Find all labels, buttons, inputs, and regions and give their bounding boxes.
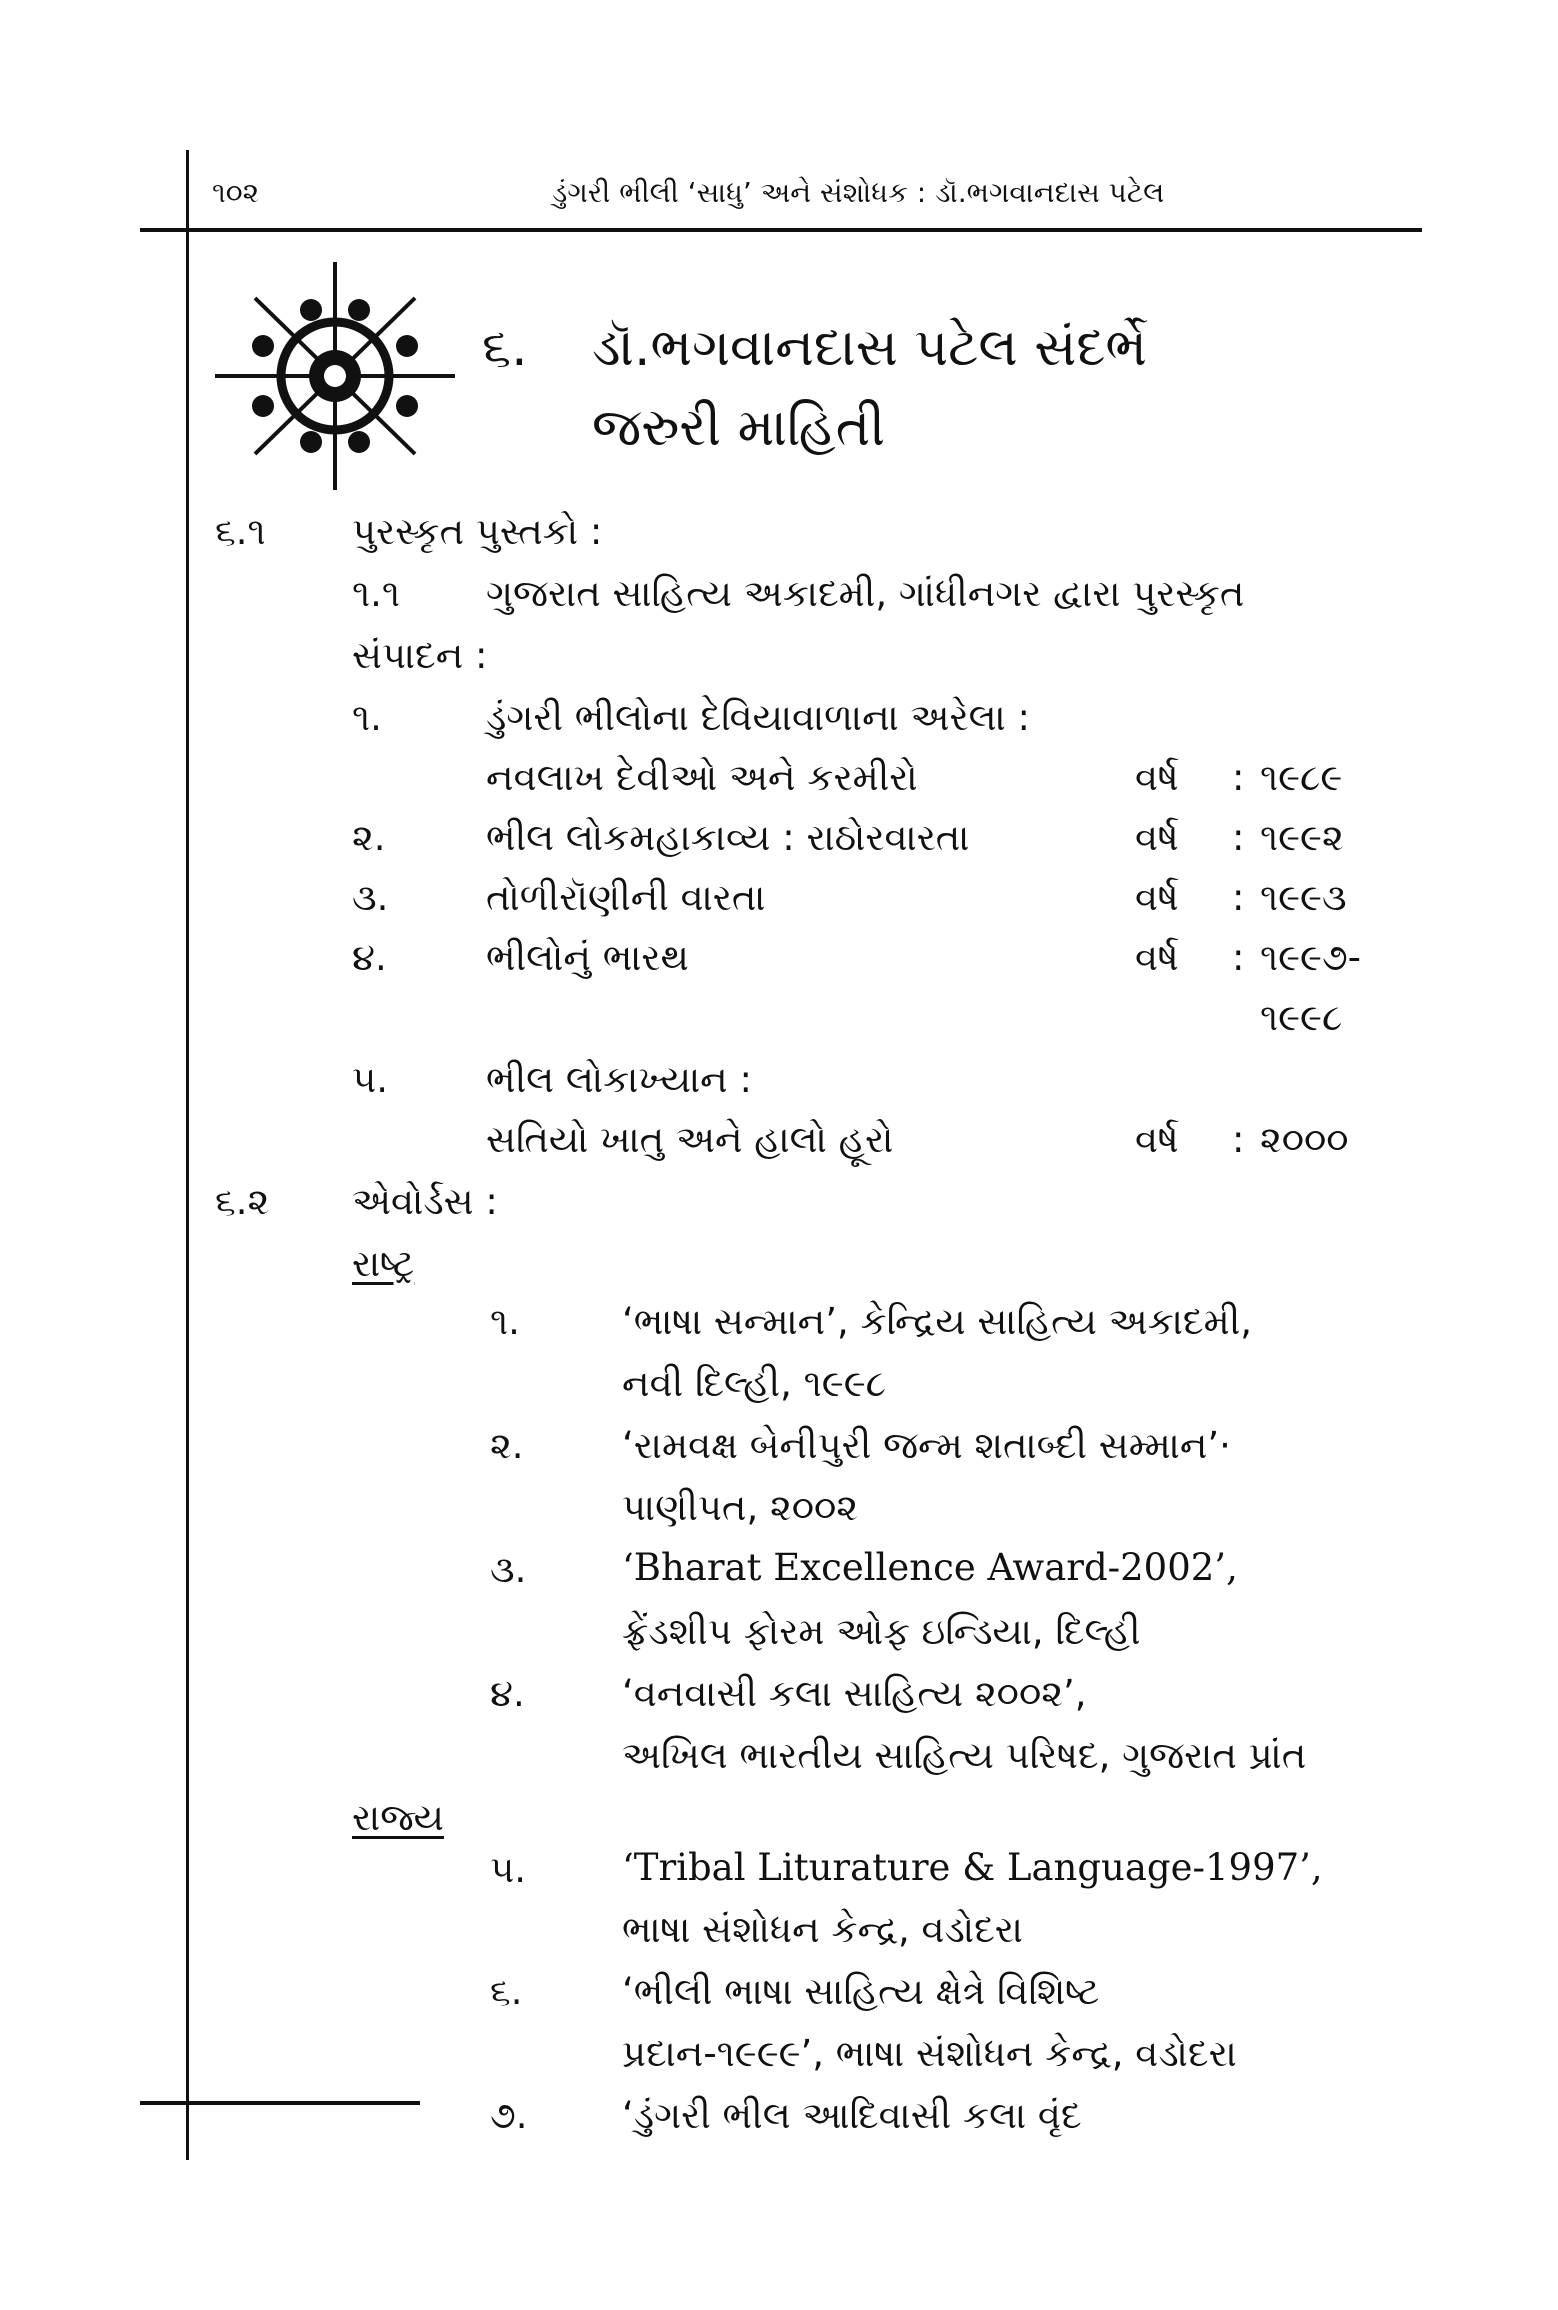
award-source: પાણીપત, ૨૦૦૨: [622, 1486, 858, 1529]
header-rule: [140, 228, 1422, 232]
chapter-number: ૬.: [482, 318, 528, 378]
book-title: ભીલોનું ભારથ: [486, 936, 689, 979]
list-number: ૫.: [490, 1848, 527, 1891]
book-title: ભીલ લોકમહાકાવ્ય : રાઠોરવારતા: [486, 816, 970, 859]
subsection-title-cont: સંપાદન :: [352, 634, 488, 677]
year-colon: :: [1232, 876, 1245, 919]
chapter-title-line2: જરુરી માહિતી: [592, 398, 886, 458]
award-title: ‘રામવક્ષ બેનીપુરી જન્મ શતાબ્દી સમ્માન’·: [622, 1424, 1231, 1467]
subsection-number: ૧.૧: [352, 572, 401, 615]
year-label: વર્ષ: [1135, 1118, 1179, 1161]
year-label: વર્ષ: [1135, 936, 1179, 979]
award-source: ફ્રેંડશીપ ફોરમ ઓફ ઇન્ડિયા, દિલ્હી: [622, 1610, 1141, 1653]
year-label: વર્ષ: [1135, 816, 1179, 859]
year-colon: :: [1232, 1118, 1245, 1161]
year-colon: :: [1232, 936, 1245, 979]
list-number: ૩.: [352, 876, 389, 919]
list-number: ૭.: [490, 2094, 528, 2137]
list-number: ૧.: [490, 1300, 520, 1343]
award-title: ‘ભીલી ભાષા સાહિત્ય ક્ષેત્રે વિશિષ્ટ: [622, 1970, 1100, 2013]
running-title: ડુંગરી ભીલી ‘સાધુ’ અને સંશોધક : ડૉ.ભગવાનદાસ પટેલ: [552, 176, 1165, 209]
subheading-national: રાષ્ટ્ર: [352, 1242, 415, 1285]
book-title: ડુંગરી ભીલોના દેવિયાવાળાના અરેલા :: [486, 696, 1030, 739]
year-label: વર્ષ: [1135, 756, 1179, 799]
footer-rule: [140, 2101, 420, 2105]
year-value: ૧૯૮૯: [1260, 756, 1343, 799]
section-number: ૬.૨: [215, 1180, 270, 1223]
award-title: ‘ડુંગરી ભીલ આદિવાસી કલા વૃંદ: [622, 2094, 1082, 2137]
subheading-state: રાજ્ય: [352, 1796, 444, 1839]
year-colon: :: [1232, 816, 1245, 859]
book-title: તોળીરૉણીની વારતા: [486, 876, 766, 919]
award-title: ‘વનવાસી કલા સાહિત્ય ૨૦૦૨’,: [622, 1672, 1087, 1715]
list-number: ૩.: [490, 1548, 527, 1591]
year-value: ૧૯૯૨: [1260, 816, 1344, 859]
list-number: ૬.: [490, 1970, 523, 2013]
vertical-margin-rule: [186, 150, 189, 2160]
award-title: ‘Tribal Liturature & Language-1997’,: [622, 1846, 1323, 1889]
year-value: ૧૯૯૭-: [1260, 936, 1362, 979]
year-value: ૧૯૯૩: [1260, 876, 1347, 919]
list-number: ૪.: [352, 936, 387, 979]
list-number: ૧.: [352, 696, 382, 739]
award-source: નવી દિલ્હી, ૧૯૯૮: [622, 1362, 886, 1405]
subsection-title: ગુજરાત સાહિત્ય અકાદમી, ગાંધીનગર દ્વારા પુરસ્કૃત: [486, 572, 1245, 615]
award-title: ‘ભાષા સન્માન’, કેન્દ્રિય સાહિત્ય અકાદમી,: [622, 1300, 1253, 1343]
list-number: ૫.: [352, 1058, 389, 1101]
page-number: ૧૦૨: [212, 176, 260, 209]
book-subtitle: નવલાખ દેવીઓ અને કરમીરો: [486, 756, 918, 799]
year-value: ૨૦૦૦: [1260, 1118, 1349, 1161]
award-source: અખિલ ભારતીય સાહિત્ય પરિષદ, ગુજરાત પ્રાંત: [622, 1734, 1307, 1777]
chapter-title-line1: ડૉ.ભગવાનદાસ પટેલ સંદર્ભે: [592, 318, 1148, 378]
section-number: ૬.૧: [215, 510, 266, 553]
list-number: ૪.: [490, 1672, 525, 1715]
year-label: વર્ષ: [1135, 876, 1179, 919]
award-source: પ્રદાન-૧૯૯૯’, ભાષા સંશોધન કેન્દ્ર, વડોદરા: [622, 2032, 1237, 2075]
award-source: ભાષા સંશોધન કેન્દ્ર, વડોદરા: [622, 1908, 1023, 1951]
book-subtitle: સતિયો ખાતુ અને હાલો હૂરો: [486, 1118, 894, 1161]
section-title: પુરસ્કૃત પુસ્તકો :: [352, 510, 603, 553]
section-title: એવોર્ડસ :: [352, 1180, 498, 1223]
list-number: ૨.: [352, 816, 386, 859]
year-value-cont: ૧૯૯૮: [1260, 996, 1343, 1039]
sun-ornament-icon: [215, 262, 455, 490]
book-title: ભીલ લોકાખ્યાન :: [486, 1058, 752, 1101]
year-colon: :: [1232, 756, 1245, 799]
award-title: ‘Bharat Excellence Award-2002’,: [622, 1546, 1238, 1589]
list-number: ૨.: [490, 1424, 524, 1467]
